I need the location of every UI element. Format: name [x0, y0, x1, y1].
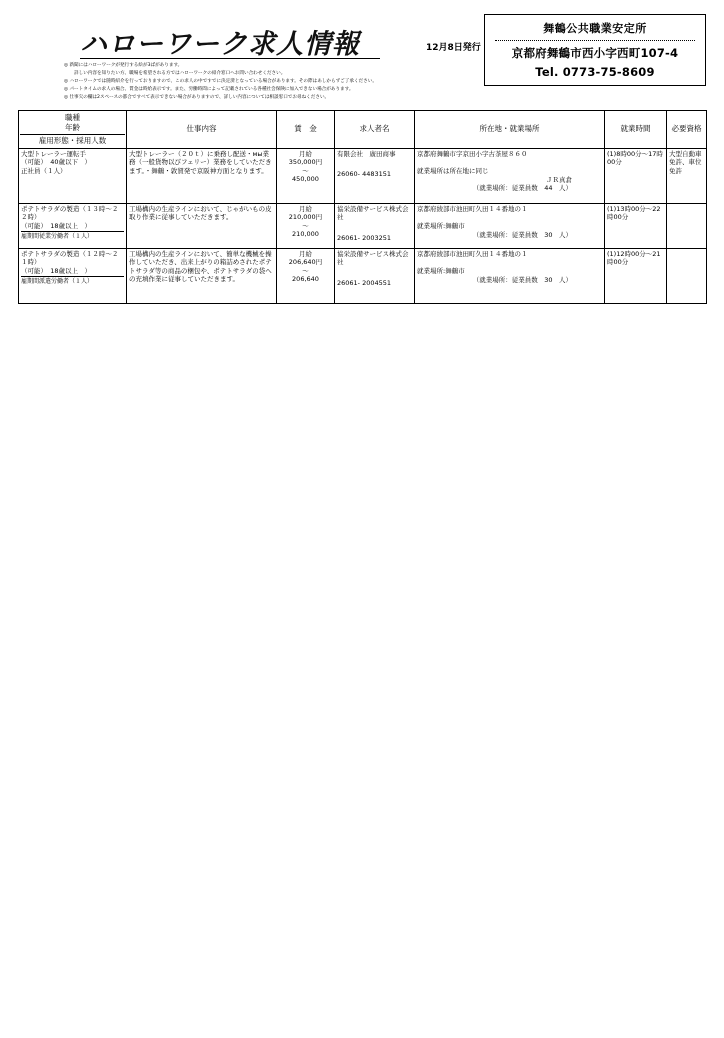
cell-location	[415, 248, 605, 303]
location-station: ＪＲ真倉	[546, 175, 572, 184]
column-header-occupation-line1: 職種	[65, 113, 80, 122]
column-header-work-content: 仕事内容	[127, 111, 277, 149]
occupation-title: ポテトサラダの製造（１３時～２２時）	[21, 204, 119, 222]
cell-qualification	[667, 203, 707, 248]
location-address: 京都府綾部市池田町久田１４番地の１	[417, 204, 528, 213]
masthead-rule	[80, 58, 380, 59]
divider	[495, 40, 695, 41]
occupation-title: ポテトサラダの製造（１２時～２１時）	[21, 249, 119, 267]
location-employee-count: （就業場所：従業員数 44 人）	[472, 184, 572, 193]
document-page	[0, 14, 724, 1038]
table-header-row	[19, 111, 707, 149]
cell-employer	[335, 248, 415, 303]
note-line-5: ◎ 仕事欠の欄は2スペースの都合ですべて表示できない場合がありますので、詳しい内容については相談窓口でお尋ねください。	[64, 95, 330, 101]
document-header	[18, 14, 706, 100]
location-address: 京都府綾部市池田町久田１４番地の１	[417, 249, 528, 258]
cell-wage	[277, 148, 335, 203]
location-workplace: 就業場所は所在地に同じ	[417, 167, 489, 176]
column-header-hours: 就業時間	[605, 111, 667, 149]
cell-work-content: 工場構内の生産ラインにおいて、簡単な機械を操作していただき、出来上がりの箱詰めされたポテトサラダ等の商品の梱包や、ポテトサラダの袋への充填作業に従事していただきます。	[127, 248, 277, 303]
wage-max: 450,000	[292, 175, 319, 184]
cell-employer	[335, 148, 415, 203]
table-row	[19, 203, 707, 248]
employer-name: 協栄設備サービス株式会社	[337, 249, 409, 267]
wage-separator: ～	[302, 266, 309, 275]
column-header-employer: 求人者名	[335, 111, 415, 149]
cell-occupation	[19, 248, 127, 303]
cell-location	[415, 203, 605, 248]
occupation-insurance: 雇期間派遣労働者（１人）	[21, 276, 124, 286]
employer-name: 有限会社 廣田商事	[337, 149, 396, 158]
cell-occupation	[19, 148, 127, 203]
employer-phone: 26061- 2004551	[337, 278, 392, 287]
location-workplace: 就業場所:舞鶴市	[417, 267, 465, 276]
cell-working-hours: (1)13時00分～22時00分	[605, 203, 667, 248]
cell-qualification	[667, 248, 707, 303]
location-spacer	[417, 258, 602, 267]
office-info-box	[484, 14, 706, 86]
job-listing-table	[18, 110, 707, 304]
table-row	[19, 248, 707, 303]
header-notes	[64, 62, 454, 102]
cell-working-hours: (1)12時00分～21時00分	[605, 248, 667, 303]
wage-type: 月給	[299, 204, 312, 213]
occupation-employment-type: 正社員（１人）	[21, 166, 67, 175]
cell-employer	[335, 203, 415, 248]
column-header-location: 所在地・就業場所	[415, 111, 605, 149]
masthead-title: ハローワーク求人情報	[80, 29, 360, 60]
occupation-title: 大型トレーラー運転手	[21, 149, 86, 158]
column-header-wage: 賃 金	[277, 111, 335, 149]
occupation-age: （可能） 40歳以下 ）	[21, 158, 92, 167]
employer-phone: 26061- 2003251	[337, 233, 392, 242]
wage-type: 月給	[299, 149, 312, 158]
column-header-qualification: 必要資格	[667, 111, 707, 149]
employer-phone: 26060- 4483151	[337, 170, 392, 179]
wage-min: 210,000円	[288, 213, 323, 222]
table-row	[19, 148, 707, 203]
column-header-occupation-line3: 雇用形態・採用人数	[20, 134, 125, 146]
location-workplace: 就業場所:舞鶴市	[417, 222, 465, 231]
note-line-3: ◎ ハローワークでは随時紹介を行っておりますので、この求人の中ですでに決定済となっている場合があります。その際はあしからずご了承ください。	[64, 79, 377, 85]
employer-name: 協栄設備サービス株式会社	[337, 204, 409, 222]
column-header-occupation-line2: 年齢	[65, 122, 80, 132]
wage-min: 350,000円	[288, 158, 323, 167]
cell-occupation	[19, 203, 127, 248]
note-line-1: ◎ 新聞にはハローワークが発行する絵が3ばがあります。	[64, 63, 183, 68]
cell-wage	[277, 203, 335, 248]
occupation-age: （可能） 18歳以上 ）	[21, 221, 92, 230]
office-address: 京都府舞鶴市西小字西町107-4	[511, 46, 679, 60]
note-line-4: ◎ パートタイムの求人の場合、賃金は時給表示です。また、労働時間によって記載されている各種社会保険に加入できない場合があります。	[64, 87, 354, 93]
cell-working-hours: (1)8時00分～17時00分	[605, 148, 667, 203]
wage-type: 月給	[299, 249, 312, 258]
location-address: 京都府舞鶴市字京田小字古茶屋８６０	[417, 149, 528, 158]
note-line-2: 詳しい内容を知りたい方、職場を希望される方ではハローワークの紹介窓口へお問い合わせください。	[74, 71, 286, 77]
publish-date: 12月8日発行	[426, 43, 481, 53]
office-name: 舞鶴公共職業安定所	[543, 22, 647, 35]
wage-max: 206,640	[292, 275, 319, 284]
cell-work-content: 工場構内の生産ラインにおいて、じゃがいもの皮取り作業に従事していただきます。	[127, 203, 277, 248]
location-spacer	[417, 158, 602, 167]
cell-qualification: 大型自動車免許、車位免許	[667, 148, 707, 203]
wage-separator: ～	[302, 221, 309, 230]
occupation-age: （可能） 18歳以上 ）	[21, 266, 92, 275]
wage-separator: ～	[302, 166, 309, 175]
column-header-occupation	[19, 111, 127, 149]
office-telephone: Tel. 0773-75-8609	[535, 65, 655, 79]
wage-max: 210,000	[292, 230, 319, 239]
cell-location	[415, 148, 605, 203]
cell-work-content: 大型トレーラー（２０ｔ）に乗務し配送・мы業務（一般貨物以びフェリー）業務をしていただきます。・舞鶴・敦賀発で京阪神方面となります。	[127, 148, 277, 203]
occupation-insurance: 雇期間従業労働者（１人）	[21, 231, 124, 241]
location-employee-count: （就業場所：従業員数 30 人）	[472, 275, 572, 284]
cell-wage	[277, 248, 335, 303]
location-employee-count: （就業場所：従業員数 30 人）	[472, 230, 572, 239]
wage-min: 206,640円	[288, 258, 323, 267]
location-spacer	[417, 213, 602, 222]
